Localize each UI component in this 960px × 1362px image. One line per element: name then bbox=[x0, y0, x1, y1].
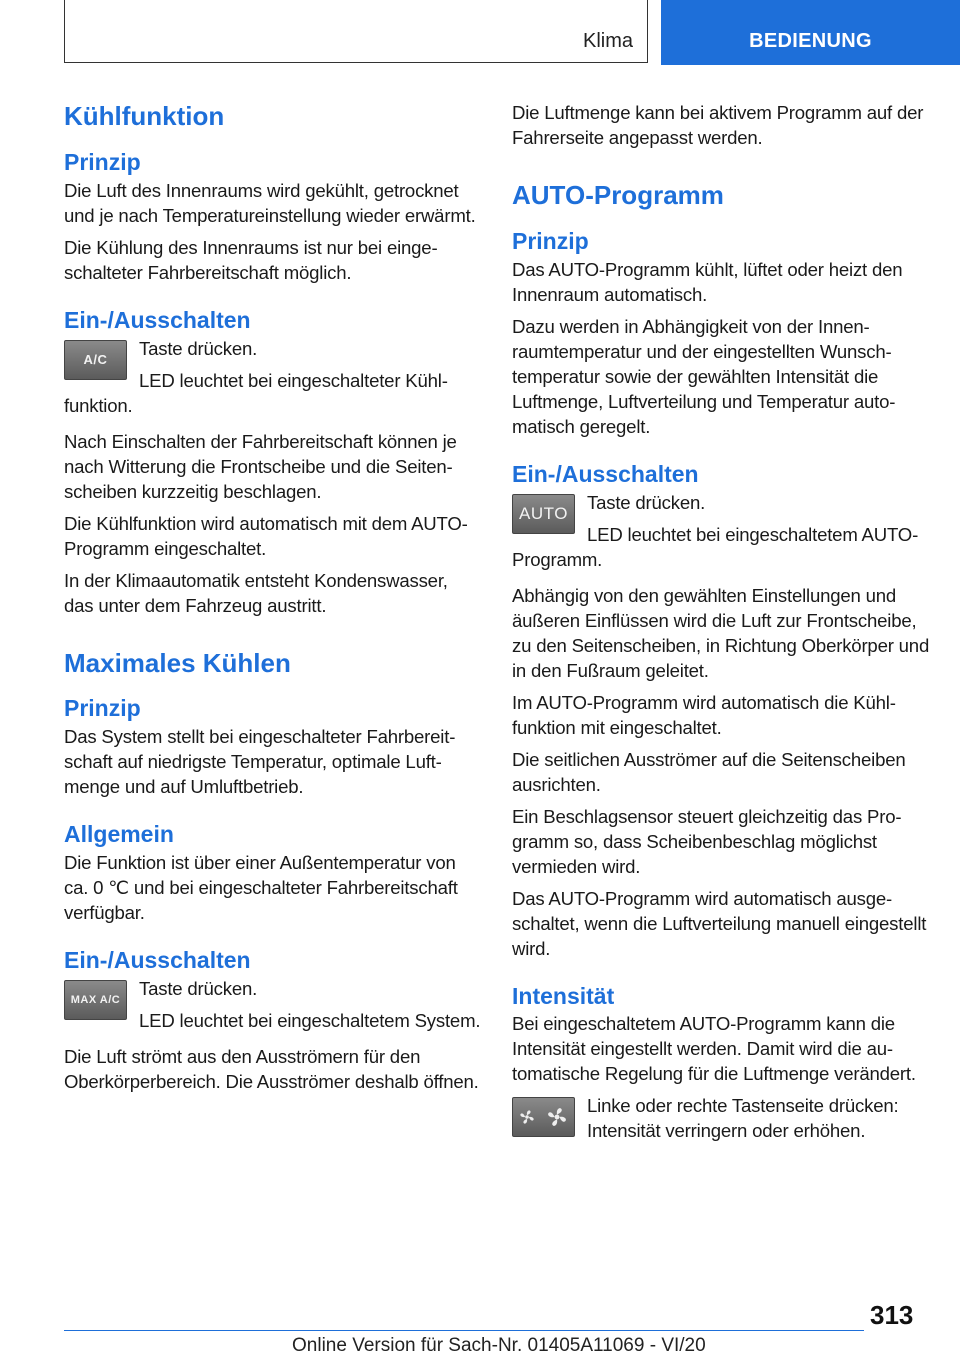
paragraph: Taste drücken. bbox=[139, 978, 258, 1000]
heading-kuehlfunktion: Kühlfunktion bbox=[64, 101, 225, 131]
paragraph: Das AUTO-Programm kühlt, lüftet oder heizt den Innenraum automatisch. bbox=[512, 258, 903, 305]
paragraph: LED leuchtet bei eingeschalteter Kühlfunktion. bbox=[64, 369, 448, 416]
heading-intensitaet: Intensität bbox=[512, 982, 615, 1009]
footer-divider bbox=[64, 1330, 864, 1331]
chapter-tab[interactable] bbox=[661, 0, 960, 65]
paragraph: LED leuchtet bei eingeschaltetem System. bbox=[139, 1010, 481, 1032]
footer-text: Online Version für Sach-Nr. 01405A11069 - VI/20 bbox=[292, 1335, 706, 1356]
fan-intensity-button-icon bbox=[512, 1097, 575, 1137]
fan-button-row bbox=[512, 1093, 930, 1143]
paragraph: Die Luft des Innenraums wird gekühlt, getrocknet und je nach Temperatureinstellung wieder erwärmt. bbox=[64, 179, 476, 226]
paragraph: Die Luftmenge kann bei aktivem Programm auf der Fahrerseite angepasst werden. bbox=[512, 102, 924, 148]
fan-large-icon bbox=[545, 1105, 569, 1129]
paragraph: Die Kühlfunktion wird automatisch mit dem AUTO-Programm eingeschaltet. bbox=[64, 512, 468, 559]
fan-small-icon bbox=[518, 1108, 536, 1126]
heading-prinzip: Prinzip bbox=[64, 148, 141, 175]
heading-prinzip: Prinzip bbox=[64, 695, 141, 722]
max-ac-button-icon: MAX A/C bbox=[64, 980, 127, 1020]
paragraph: Das System stellt bei eingeschalteter Fahrbereitschaft auf niedrigste Temperatur, optimale Luftmenge und auf Umluftbetrieb. bbox=[64, 726, 456, 798]
heading-ein-ausschalten: Ein-/Ausschalten bbox=[64, 306, 251, 333]
paragraph: Im AUTO-Programm wird automatisch die Kühlfunktion mit eingeschaltet. bbox=[512, 691, 896, 738]
heading-allgemein: Allgemein bbox=[64, 821, 174, 848]
heading-prinzip: Prinzip bbox=[512, 227, 589, 254]
paragraph: Linke oder rechte Tastenseite drücken: Intensität verringern oder erhöhen. bbox=[587, 1095, 899, 1142]
page-number: 313 bbox=[870, 1300, 914, 1330]
paragraph: Die Kühlung des Innenraums ist nur bei eingeschalteter Fahrbereitschaft möglich. bbox=[64, 236, 438, 283]
auto-button-icon: AUTO bbox=[512, 494, 575, 534]
paragraph: Abhängig von den gewählten Einstellungen und äußeren Einflüssen wird die Luft zur Frontscheibe, zu den Seitenscheiben, in Richtung Oberkörper und in den Fußraum geleitet. bbox=[512, 584, 930, 681]
paragraph: Das AUTO-Programm wird automatisch ausgeschaltet, wenn die Luftverteilung manuell eingestellt wird. bbox=[512, 887, 927, 959]
heading-ein-ausschalten: Ein-/Ausschalten bbox=[64, 947, 251, 974]
paragraph: Bei eingeschaltetem AUTO-Programm kann die Intensität eingestellt werden. Damit wird die automatische Regelung für die Luftmenge verändert. bbox=[512, 1013, 916, 1085]
paragraph: In der Klimaautomatik entsteht Kondenswasser, das unter dem Fahrzeug austritt. bbox=[64, 569, 448, 616]
heading-auto-programm: AUTO-Programm bbox=[512, 180, 724, 210]
left-column bbox=[64, 100, 482, 1101]
auto-button-row bbox=[512, 490, 930, 572]
paragraph: Dazu werden in Abhängigkeit von der Innenraumtemperatur und der eingestellten Wunschtemperatur sowie der gewählten Intensität die Luftmenge, Luftverteilung und Temperatur automatisch geregelt. bbox=[512, 315, 896, 437]
paragraph: Taste drücken. bbox=[139, 337, 258, 359]
heading-ein-ausschalten: Ein-/Ausschalten bbox=[512, 460, 699, 487]
header-frame bbox=[64, 0, 648, 63]
max-ac-button-row bbox=[64, 976, 482, 1033]
paragraph: Die seitlichen Ausströmer auf die Seitenscheiben ausrichten. bbox=[512, 748, 906, 795]
right-column bbox=[512, 100, 930, 1150]
paragraph: Die Luft strömt aus den Ausströmern für den Oberkörperbereich. Die Ausströmer deshalb öffnen. bbox=[64, 1046, 479, 1093]
paragraph: Die Funktion ist über einer Außentemperatur von ca. 0 ℃ und bei eingeschalteter Fahrbereitschaft verfügbar. bbox=[64, 852, 458, 924]
heading-maximales-kuehlen: Maximales Kühlen bbox=[64, 647, 291, 678]
paragraph: Taste drücken. bbox=[587, 491, 706, 513]
ac-button-row bbox=[64, 336, 482, 418]
paragraph: LED leuchtet bei eingeschaltetem AUTO-Programm. bbox=[512, 523, 919, 570]
section-title: Klima bbox=[582, 30, 633, 52]
chapter-tab-label: BEDIENUNG bbox=[749, 30, 872, 52]
paragraph: Nach Einschalten der Fahrbereitschaft können je nach Witterung die Frontscheibe und die Seitenscheiben kurzzeitig beschlagen. bbox=[64, 430, 457, 502]
ac-button-icon: A/C bbox=[64, 340, 127, 380]
paragraph: Ein Beschlagsensor steuert gleichzeitig das Programm so, dass Scheibenbeschlag möglichst vermieden wird. bbox=[512, 805, 902, 877]
